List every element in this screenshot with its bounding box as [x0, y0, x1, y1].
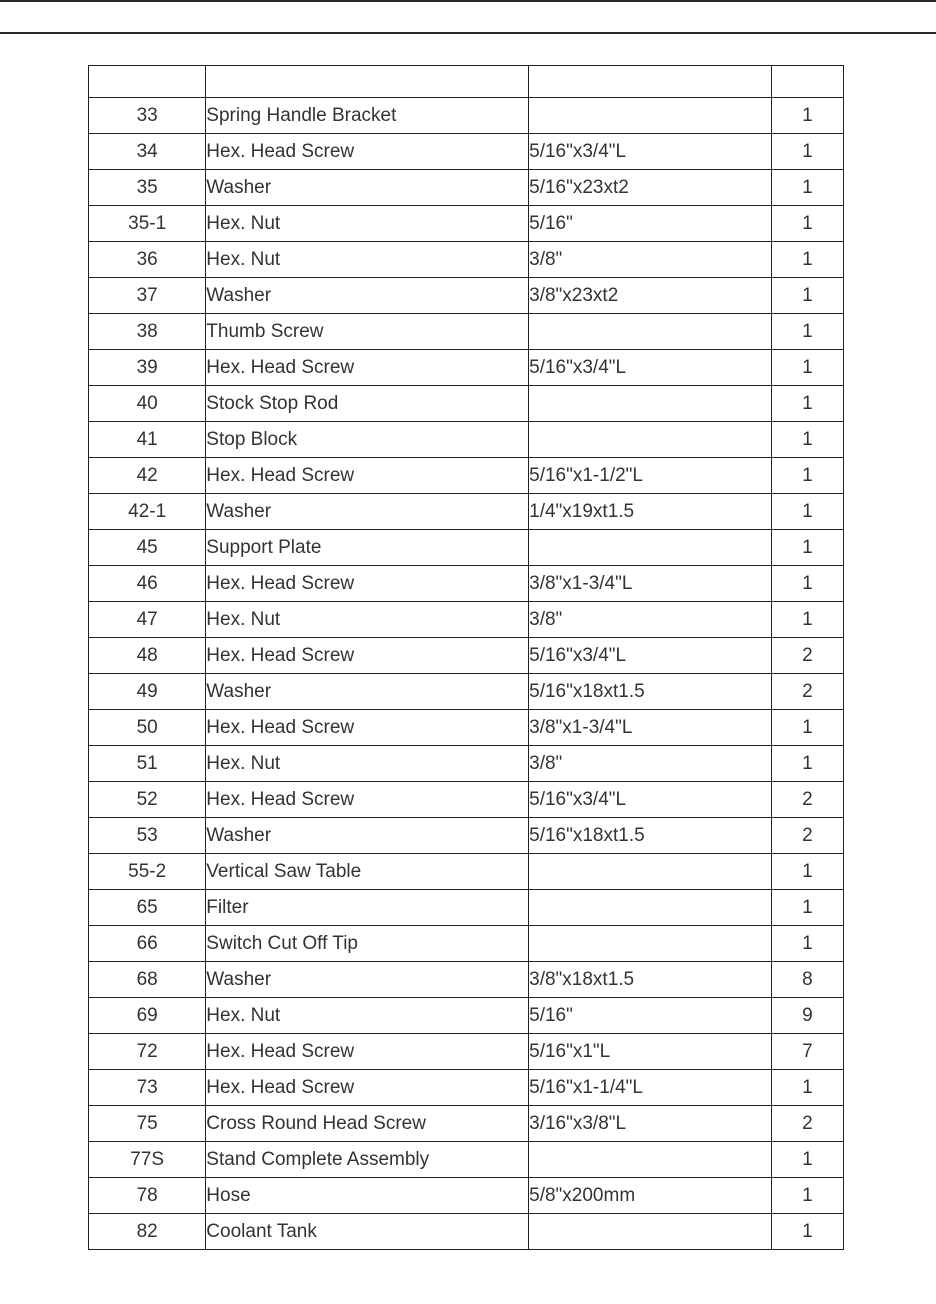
part-qty-cell: 1 [771, 710, 843, 746]
table-row [89, 350, 844, 386]
part-qty-cell: 1 [771, 890, 843, 926]
part-number-cell: 73 [89, 1070, 206, 1106]
part-description-cell: Hex. Nut [206, 602, 529, 638]
part-number-cell: 38 [89, 314, 206, 350]
part-qty-cell: 2 [771, 782, 843, 818]
part-description-cell: Washer [206, 278, 529, 314]
table-row [89, 458, 844, 494]
part-size-cell: 5/8"x200mm [529, 1178, 772, 1214]
part-qty-cell: 1 [771, 98, 843, 134]
part-qty-cell: 1 [771, 602, 843, 638]
part-number-cell: 65 [89, 890, 206, 926]
part-description-cell: Support Plate [206, 530, 529, 566]
part-qty-cell: 1 [771, 422, 843, 458]
table-row [89, 494, 844, 530]
part-qty-cell: 1 [771, 494, 843, 530]
table-row [89, 638, 844, 674]
page-top-rule [0, 0, 936, 2]
part-number-cell: 66 [89, 926, 206, 962]
part-number-cell: 55-2 [89, 854, 206, 890]
table-row [89, 206, 844, 242]
part-qty-cell: 8 [771, 962, 843, 998]
part-size-cell: 5/16"x1"L [529, 1034, 772, 1070]
table-row [89, 890, 844, 926]
table-row [89, 1142, 844, 1178]
header-cell-description [206, 66, 529, 98]
table-row [89, 1106, 844, 1142]
part-number-cell: 51 [89, 746, 206, 782]
table-row [89, 422, 844, 458]
part-number-cell: 35 [89, 170, 206, 206]
part-size-cell: 5/16"x3/4"L [529, 350, 772, 386]
part-description-cell: Hose [206, 1178, 529, 1214]
part-qty-cell: 7 [771, 1034, 843, 1070]
part-description-cell: Hex. Head Screw [206, 134, 529, 170]
part-qty-cell: 1 [771, 458, 843, 494]
part-description-cell: Washer [206, 818, 529, 854]
part-size-cell: 1/4"x19xt1.5 [529, 494, 772, 530]
part-qty-cell: 1 [771, 206, 843, 242]
part-description-cell: Hex. Head Screw [206, 782, 529, 818]
part-description-cell: Washer [206, 494, 529, 530]
header-cell-qty [771, 66, 843, 98]
part-size-cell [529, 314, 772, 350]
part-size-cell: 5/16"x1-1/2"L [529, 458, 772, 494]
part-number-cell: 33 [89, 98, 206, 134]
table-row [89, 278, 844, 314]
part-qty-cell: 2 [771, 638, 843, 674]
part-number-cell: 77S [89, 1142, 206, 1178]
table-row [89, 1070, 844, 1106]
part-qty-cell: 1 [771, 1142, 843, 1178]
part-qty-cell: 1 [771, 386, 843, 422]
table-row [89, 710, 844, 746]
part-number-cell: 75 [89, 1106, 206, 1142]
part-size-cell [529, 530, 772, 566]
table-row [89, 134, 844, 170]
table-row [89, 746, 844, 782]
part-description-cell: Washer [206, 962, 529, 998]
part-number-cell: 42 [89, 458, 206, 494]
part-number-cell: 42-1 [89, 494, 206, 530]
part-size-cell [529, 98, 772, 134]
part-description-cell: Hex. Head Screw [206, 566, 529, 602]
part-description-cell: Hex. Nut [206, 242, 529, 278]
part-description-cell: Stop Block [206, 422, 529, 458]
part-description-cell: Spring Handle Bracket [206, 98, 529, 134]
part-number-cell: 47 [89, 602, 206, 638]
part-qty-cell: 2 [771, 674, 843, 710]
table-row [89, 242, 844, 278]
part-size-cell: 5/16"x18xt1.5 [529, 818, 772, 854]
part-qty-cell: 1 [771, 314, 843, 350]
part-description-cell: Washer [206, 674, 529, 710]
part-number-cell: 53 [89, 818, 206, 854]
part-size-cell: 3/8" [529, 242, 772, 278]
part-number-cell: 48 [89, 638, 206, 674]
table-row [89, 98, 844, 134]
part-size-cell [529, 926, 772, 962]
part-number-cell: 46 [89, 566, 206, 602]
part-number-cell: 41 [89, 422, 206, 458]
part-qty-cell: 1 [771, 1178, 843, 1214]
part-description-cell: Hex. Head Screw [206, 350, 529, 386]
part-number-cell: 69 [89, 998, 206, 1034]
table-row [89, 854, 844, 890]
part-qty-cell: 1 [771, 530, 843, 566]
part-description-cell: Stand Complete Assembly [206, 1142, 529, 1178]
table-row [89, 674, 844, 710]
part-qty-cell: 1 [771, 170, 843, 206]
part-size-cell [529, 1142, 772, 1178]
part-qty-cell: 1 [771, 566, 843, 602]
part-qty-cell: 1 [771, 854, 843, 890]
part-qty-cell: 1 [771, 134, 843, 170]
header-divider-rule [0, 32, 936, 34]
part-number-cell: 35-1 [89, 206, 206, 242]
part-description-cell: Hex. Head Screw [206, 1070, 529, 1106]
part-qty-cell: 1 [771, 746, 843, 782]
part-description-cell: Washer [206, 170, 529, 206]
table-header-row [89, 66, 844, 98]
part-size-cell: 3/8"x1-3/4"L [529, 710, 772, 746]
part-number-cell: 49 [89, 674, 206, 710]
part-number-cell: 82 [89, 1214, 206, 1250]
table-row [89, 386, 844, 422]
part-size-cell: 3/8"x1-3/4"L [529, 566, 772, 602]
table-row [89, 566, 844, 602]
part-size-cell: 3/8" [529, 746, 772, 782]
part-size-cell: 5/16" [529, 998, 772, 1034]
part-qty-cell: 1 [771, 350, 843, 386]
part-number-cell: 37 [89, 278, 206, 314]
table-row [89, 926, 844, 962]
header-cell-size [529, 66, 772, 98]
part-size-cell: 3/8" [529, 602, 772, 638]
table-row [89, 602, 844, 638]
table-row [89, 818, 844, 854]
part-size-cell [529, 1214, 772, 1250]
table-row [89, 1034, 844, 1070]
table-row [89, 998, 844, 1034]
part-number-cell: 34 [89, 134, 206, 170]
part-size-cell [529, 386, 772, 422]
part-description-cell: Hex. Head Screw [206, 638, 529, 674]
part-qty-cell: 2 [771, 818, 843, 854]
part-size-cell: 5/16" [529, 206, 772, 242]
part-size-cell: 5/16"x3/4"L [529, 638, 772, 674]
part-size-cell [529, 422, 772, 458]
part-number-cell: 68 [89, 962, 206, 998]
part-description-cell: Hex. Nut [206, 746, 529, 782]
part-description-cell: Switch Cut Off Tip [206, 926, 529, 962]
part-number-cell: 52 [89, 782, 206, 818]
part-size-cell: 3/8"x23xt2 [529, 278, 772, 314]
part-description-cell: Cross Round Head Screw [206, 1106, 529, 1142]
part-number-cell: 72 [89, 1034, 206, 1070]
part-number-cell: 40 [89, 386, 206, 422]
part-description-cell: Vertical Saw Table [206, 854, 529, 890]
part-size-cell: 5/16"x3/4"L [529, 782, 772, 818]
part-number-cell: 50 [89, 710, 206, 746]
part-size-cell: 5/16"x23xt2 [529, 170, 772, 206]
part-description-cell: Hex. Nut [206, 206, 529, 242]
part-size-cell: 5/16"x3/4"L [529, 134, 772, 170]
part-description-cell: Stock Stop Rod [206, 386, 529, 422]
part-qty-cell: 1 [771, 926, 843, 962]
part-qty-cell: 1 [771, 278, 843, 314]
part-size-cell: 3/16"x3/8"L [529, 1106, 772, 1142]
part-description-cell: Hex. Head Screw [206, 1034, 529, 1070]
parts-list-table [88, 65, 844, 1250]
part-qty-cell: 1 [771, 1070, 843, 1106]
part-qty-cell: 1 [771, 1214, 843, 1250]
part-description-cell: Hex. Head Screw [206, 710, 529, 746]
part-size-cell: 5/16"x18xt1.5 [529, 674, 772, 710]
part-description-cell: Coolant Tank [206, 1214, 529, 1250]
parts-list-body [89, 66, 844, 1250]
part-qty-cell: 9 [771, 998, 843, 1034]
part-description-cell: Thumb Screw [206, 314, 529, 350]
part-number-cell: 45 [89, 530, 206, 566]
part-size-cell [529, 854, 772, 890]
table-row [89, 314, 844, 350]
table-row [89, 782, 844, 818]
table-row [89, 530, 844, 566]
table-row [89, 962, 844, 998]
part-number-cell: 39 [89, 350, 206, 386]
header-cell-part-no [89, 66, 206, 98]
part-size-cell: 5/16"x1-1/4"L [529, 1070, 772, 1106]
part-description-cell: Hex. Nut [206, 998, 529, 1034]
table-row [89, 1214, 844, 1250]
part-size-cell: 3/8"x18xt1.5 [529, 962, 772, 998]
part-qty-cell: 2 [771, 1106, 843, 1142]
part-qty-cell: 1 [771, 242, 843, 278]
part-description-cell: Filter [206, 890, 529, 926]
part-description-cell: Hex. Head Screw [206, 458, 529, 494]
part-number-cell: 78 [89, 1178, 206, 1214]
table-row [89, 170, 844, 206]
part-number-cell: 36 [89, 242, 206, 278]
part-size-cell [529, 890, 772, 926]
table-row [89, 1178, 844, 1214]
